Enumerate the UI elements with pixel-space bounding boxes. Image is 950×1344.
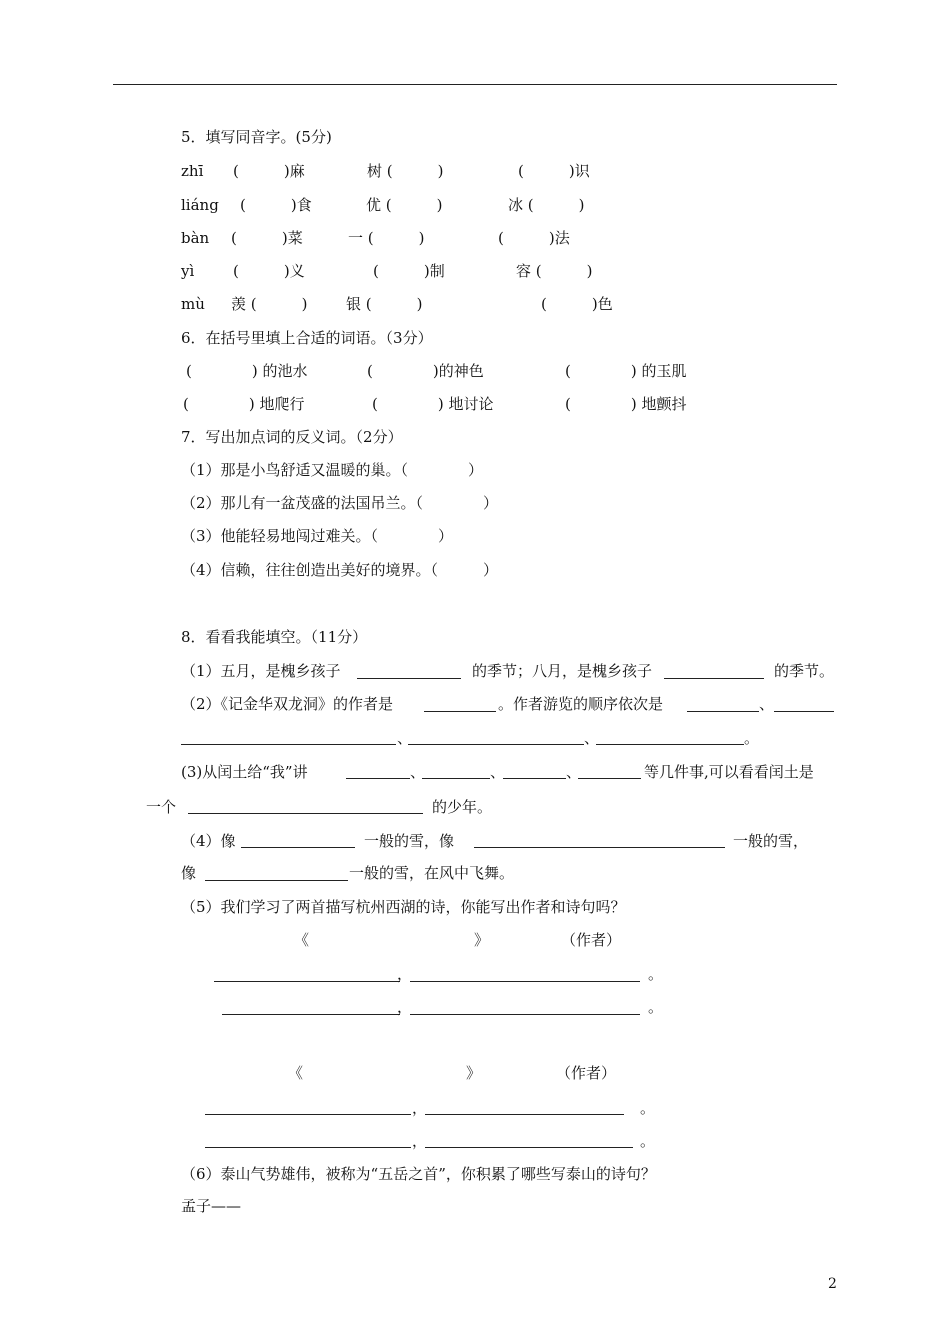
q5-pinyin-1: zhī (181, 162, 204, 180)
q5-blank-1b[interactable]: 树 ( ) (367, 162, 444, 180)
q8-s2-blank-3[interactable] (181, 744, 396, 745)
poem1-author[interactable]: （作者） (561, 931, 622, 949)
poem2-line2-blank-a[interactable] (205, 1147, 411, 1148)
q8-s3-prefix: (3)从闰土给“我”讲 (181, 763, 308, 781)
poem1-line2-blank-a[interactable] (222, 1014, 400, 1015)
q8-s2-blank-5[interactable] (596, 744, 744, 745)
q8-s3-blank-1[interactable] (346, 778, 410, 779)
q6-item-4[interactable]: ( ) 地爬行 (183, 395, 305, 413)
q5-pinyin-2: liáng (181, 196, 219, 214)
poem1-line1-comma: ， (397, 965, 413, 983)
q8-s2-sep-3: 、 (584, 729, 600, 747)
q5-blank-1c[interactable]: ( )识 (518, 162, 590, 180)
q8-s3-blank-3[interactable] (503, 778, 566, 779)
q8-s3-blank-2[interactable] (422, 778, 490, 779)
q8-s2-blank-4[interactable] (408, 744, 584, 745)
poem2-title-close[interactable]: 》 (466, 1064, 482, 1082)
q7-title: 7．写出加点词的反义词。（2分） (181, 428, 403, 446)
poem2-line1-comma: ， (412, 1099, 428, 1117)
q8-s3-blank-5[interactable] (188, 813, 423, 814)
q7-item-3[interactable]: （3）他能轻易地闯过难关。（ ） (181, 527, 454, 545)
q8-s3-suffix: 的少年。 (432, 798, 493, 816)
q8-s1-mid: 的季节；八月，是槐乡孩子 (472, 662, 653, 680)
q6-item-6[interactable]: ( ) 地颤抖 (565, 395, 687, 413)
q8-s1-blank-2[interactable] (664, 678, 764, 679)
poem2-line1-blank-a[interactable] (205, 1114, 411, 1115)
q8-s2-blank-2[interactable] (774, 711, 834, 712)
q8-s6-mencius[interactable]: 孟子—— (181, 1197, 242, 1215)
q6-item-3[interactable]: ( ) 的玉肌 (565, 362, 687, 380)
q8-s4-line2-prefix: 像 (181, 864, 197, 882)
q8-s3-mid: 等几件事,可以看看闰土是 (644, 763, 814, 781)
q6-item-2[interactable]: ( )的神色 (367, 362, 484, 380)
poem2-line2-period: 。 (640, 1132, 656, 1150)
q5-pinyin-4: yì (181, 262, 195, 280)
q5-blank-2c[interactable]: 冰 ( ) (508, 196, 585, 214)
poem1-line2-period: 。 (648, 998, 664, 1016)
q8-s6-prompt: （6）泰山气势雄伟，被称为“五岳之首”，你积累了哪些写泰山的诗句？ (181, 1165, 656, 1183)
poem1-title-open: 《 (294, 931, 310, 949)
q7-item-1[interactable]: （1）那是小鸟舒适又温暖的巢。（ ） (181, 461, 484, 479)
q8-s4-blank-1[interactable] (241, 847, 355, 848)
q8-s5-prompt: （5）我们学习了两首描写杭州西湖的诗，你能写出作者和诗句吗？ (181, 898, 626, 916)
poem2-line2-blank-b[interactable] (425, 1147, 633, 1148)
q8-s1-suffix: 的季节。 (774, 662, 835, 680)
q5-title: 5．填写同音字。(5分) (181, 128, 332, 146)
q5-blank-4a[interactable]: ( )义 (233, 262, 305, 280)
q5-blank-5b[interactable]: 银 ( ) (346, 295, 423, 313)
q6-title: 6．在括号里填上合适的词语。（3分） (181, 329, 433, 347)
q8-s1-blank-1[interactable] (357, 678, 461, 679)
poem2-author[interactable]: （作者） (556, 1064, 617, 1082)
q7-item-2[interactable]: （2）那儿有一盆茂盛的法国吊兰。（ ） (181, 494, 499, 512)
poem1-title-close[interactable]: 》 (474, 931, 490, 949)
q5-blank-2a[interactable]: ( )食 (240, 196, 312, 214)
q8-s4-mid2: 一般的雪， (733, 832, 809, 850)
q8-s4-prefix: （4）像 (181, 832, 236, 850)
q5-blank-5c[interactable]: ( )色 (541, 295, 613, 313)
q8-s1-prefix: （1）五月，是槐乡孩子 (181, 662, 341, 680)
q8-s3-sep-3: 、 (566, 763, 582, 781)
poem2-line1-blank-b[interactable] (425, 1114, 624, 1115)
poem2-line1-period: 。 (640, 1099, 656, 1117)
poem1-line2-blank-b[interactable] (410, 1014, 640, 1015)
q5-blank-4b[interactable]: ( )制 (373, 262, 445, 280)
poem1-line1-blank-b[interactable] (410, 981, 640, 982)
q8-s2-period: 。 (744, 729, 760, 747)
poem2-title-open: 《 (288, 1064, 304, 1082)
q8-s2-author-blank[interactable] (424, 711, 496, 712)
q6-item-1[interactable]: ( ) 的池水 (186, 362, 308, 380)
poem1-line1-period: 。 (648, 965, 664, 983)
q8-s3-blank-4[interactable] (578, 778, 641, 779)
poem1-line2-comma: ， (397, 998, 413, 1016)
q5-blank-4c[interactable]: 容 ( ) (516, 262, 593, 280)
q8-s4-mid: 一般的雪，像 (364, 832, 455, 850)
q5-pinyin-3: bàn (181, 229, 210, 247)
q5-blank-3a[interactable]: ( )菜 (231, 229, 303, 247)
q8-s2-blank-1[interactable] (687, 711, 759, 712)
q5-blank-2b[interactable]: 优 ( ) (366, 196, 443, 214)
q8-s4-suffix: 一般的雪，在风中飞舞。 (349, 864, 515, 882)
q7-item-4[interactable]: （4）信赖，往往创造出美好的境界。（ ） (181, 561, 499, 579)
q8-s2-prefix: （2）《记金华双龙洞》的作者是 (181, 695, 394, 713)
poem1-line1-blank-a[interactable] (214, 981, 400, 982)
q8-s2-mid: 。作者游览的顺序依次是 (498, 695, 664, 713)
q8-title: 8．看看我能填空。（11分） (181, 628, 368, 646)
q5-blank-5a[interactable]: 羡 ( ) (231, 295, 308, 313)
q8-s4-blank-2[interactable] (474, 847, 725, 848)
q8-s2-sep-1: 、 (759, 695, 775, 713)
q8-s3-cont: 一个 (146, 798, 177, 816)
q6-item-5[interactable]: ( ) 地讨论 (372, 395, 494, 413)
poem2-line2-comma: ， (412, 1132, 428, 1150)
q5-blank-3c[interactable]: ( )法 (498, 229, 570, 247)
q5-blank-3b[interactable]: 一 ( ) (348, 229, 425, 247)
q5-pinyin-5: mù (181, 295, 205, 313)
header-rule (113, 84, 837, 85)
page-number: 2 (828, 1276, 837, 1292)
q8-s2-sep-2: 、 (397, 729, 413, 747)
q5-blank-1a[interactable]: ( )麻 (233, 162, 305, 180)
q8-s3-sep-1: 、 (410, 763, 426, 781)
q8-s3-sep-2: 、 (490, 763, 506, 781)
q8-s4-blank-3[interactable] (205, 880, 348, 881)
